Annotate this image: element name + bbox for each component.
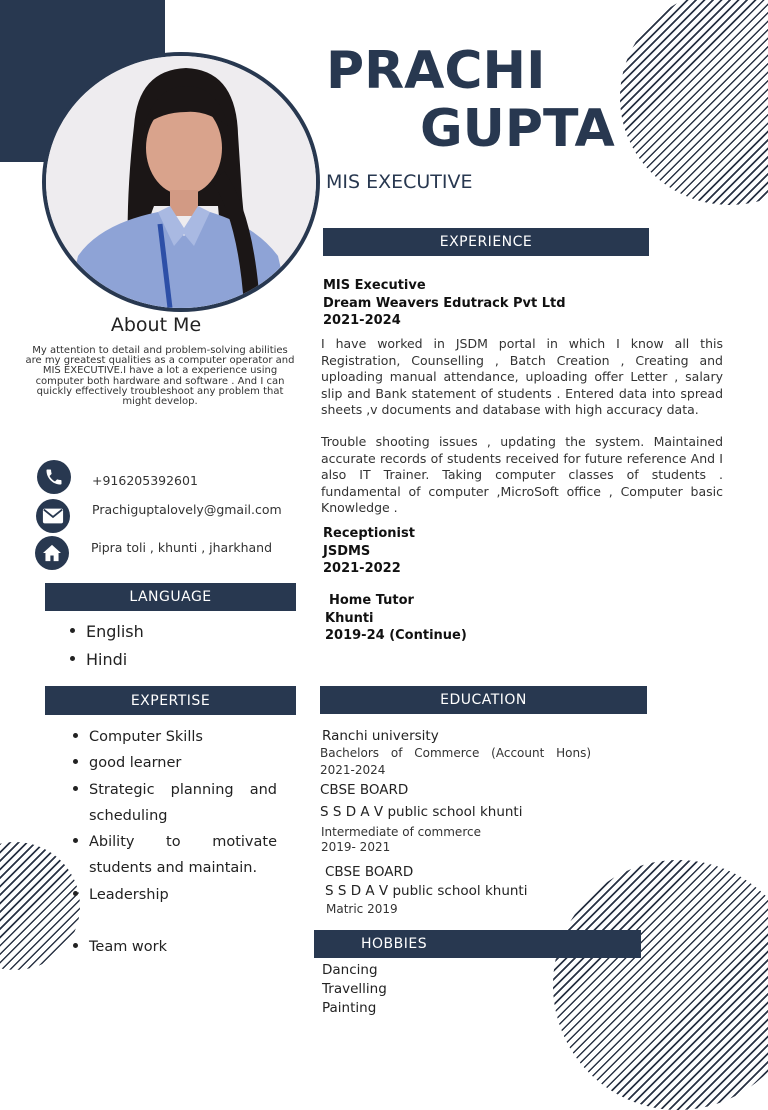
- phone-icon: [37, 460, 71, 494]
- email-address: Prachiguptalovely@gmail.com: [92, 502, 282, 517]
- list-item: Travelling: [322, 981, 387, 997]
- list-item: Ability to motivate students and maintain.: [63, 829, 277, 882]
- about-heading: About Me: [110, 314, 202, 336]
- edu-board: Ranchi university: [322, 728, 439, 744]
- list-item: Computer Skills: [63, 724, 277, 750]
- job-years: 2021-2024: [323, 313, 401, 328]
- job-years: 2019-24 (Continue): [325, 628, 467, 643]
- profile-photo: [42, 52, 320, 312]
- last-name: GUPTA: [420, 99, 615, 159]
- job-years: 2021-2022: [323, 561, 401, 576]
- hobbies-heading: HOBBIES: [314, 930, 641, 958]
- list-item: Painting: [322, 1000, 377, 1016]
- expertise-heading: EXPERTISE: [45, 686, 296, 715]
- job-description: I have worked in JSDM portal in which I know all this Registration, Counselling , Batch Creation , Creating and uploading manual attendance, uploading offer Letter , salary slip and Bank statement of students . Entered data into spread sheets ,v documents and database with high accuracy data.: [321, 336, 723, 418]
- job-company: Khunti: [325, 610, 374, 626]
- language-list: [60, 618, 280, 674]
- first-name: PRACHI: [326, 41, 546, 101]
- job-description: Trouble shooting issues , updating the system. Maintained accurate records of students received for future reference And I also IT Trainer. Taking computer classes of students . fundamental of computer ,MicroSoft office , Computer basic Knowledge .: [321, 434, 723, 516]
- edu-course: Bachelors of Commerce (Account Hons): [320, 746, 592, 760]
- list-item: English: [60, 618, 280, 646]
- job-role: Home Tutor: [329, 593, 414, 608]
- job-mis-executive: [323, 277, 723, 330]
- mail-icon: [36, 499, 70, 533]
- phone-number: +916205392601: [92, 473, 198, 488]
- hatched-circle-bottom-right: [553, 860, 768, 1110]
- job-role: Receptionist: [323, 526, 415, 541]
- edu-school: S S D A V public school khunti: [325, 883, 528, 899]
- home-icon: [35, 536, 69, 570]
- list-item: Dancing: [322, 962, 378, 978]
- edu-board: CBSE BOARD: [325, 864, 414, 880]
- hobbies-list: [322, 961, 387, 1018]
- hatched-circle-top-right: [620, 0, 768, 205]
- home-address: Pipra toli , khunti , jharkhand: [91, 540, 273, 555]
- job-receptionist: [323, 525, 623, 578]
- language-heading: LANGUAGE: [45, 583, 296, 611]
- list-item: good learner: [63, 750, 277, 776]
- experience-heading: EXPERIENCE: [323, 228, 649, 256]
- person-portrait-icon: [46, 56, 316, 308]
- about-text: My attention to detail and problem-solving abilities are my greatest qualities as a computer operator and MIS EXECUTIVE.I have a lot a experience using computer both hardware and software . And I can quickly effectively troubleshoot any problem that might develop.: [25, 345, 295, 408]
- job-company: JSDMS: [323, 543, 371, 559]
- list-item: Team work: [63, 934, 277, 960]
- list-item: Hindi: [60, 646, 280, 674]
- job-title: MIS EXECUTIVE: [326, 171, 473, 193]
- job-role: MIS Executive: [323, 278, 426, 293]
- edu-board: CBSE BOARD: [320, 782, 409, 798]
- job-home-tutor: [325, 592, 625, 645]
- edu-years: 2019- 2021: [321, 840, 391, 854]
- edu-course: Intermediate of commerce: [321, 825, 481, 839]
- expertise-list: [63, 724, 277, 960]
- list-item: Leadership: [63, 882, 277, 908]
- edu-years: 2021-2024: [320, 763, 386, 777]
- edu-course: Matric 2019: [326, 902, 398, 916]
- job-company: Dream Weavers Edutrack Pvt Ltd: [323, 295, 566, 311]
- list-item: Strategic planning and scheduling: [63, 777, 277, 830]
- education-heading: EDUCATION: [320, 686, 647, 714]
- edu-school: S S D A V public school khunti: [320, 804, 523, 820]
